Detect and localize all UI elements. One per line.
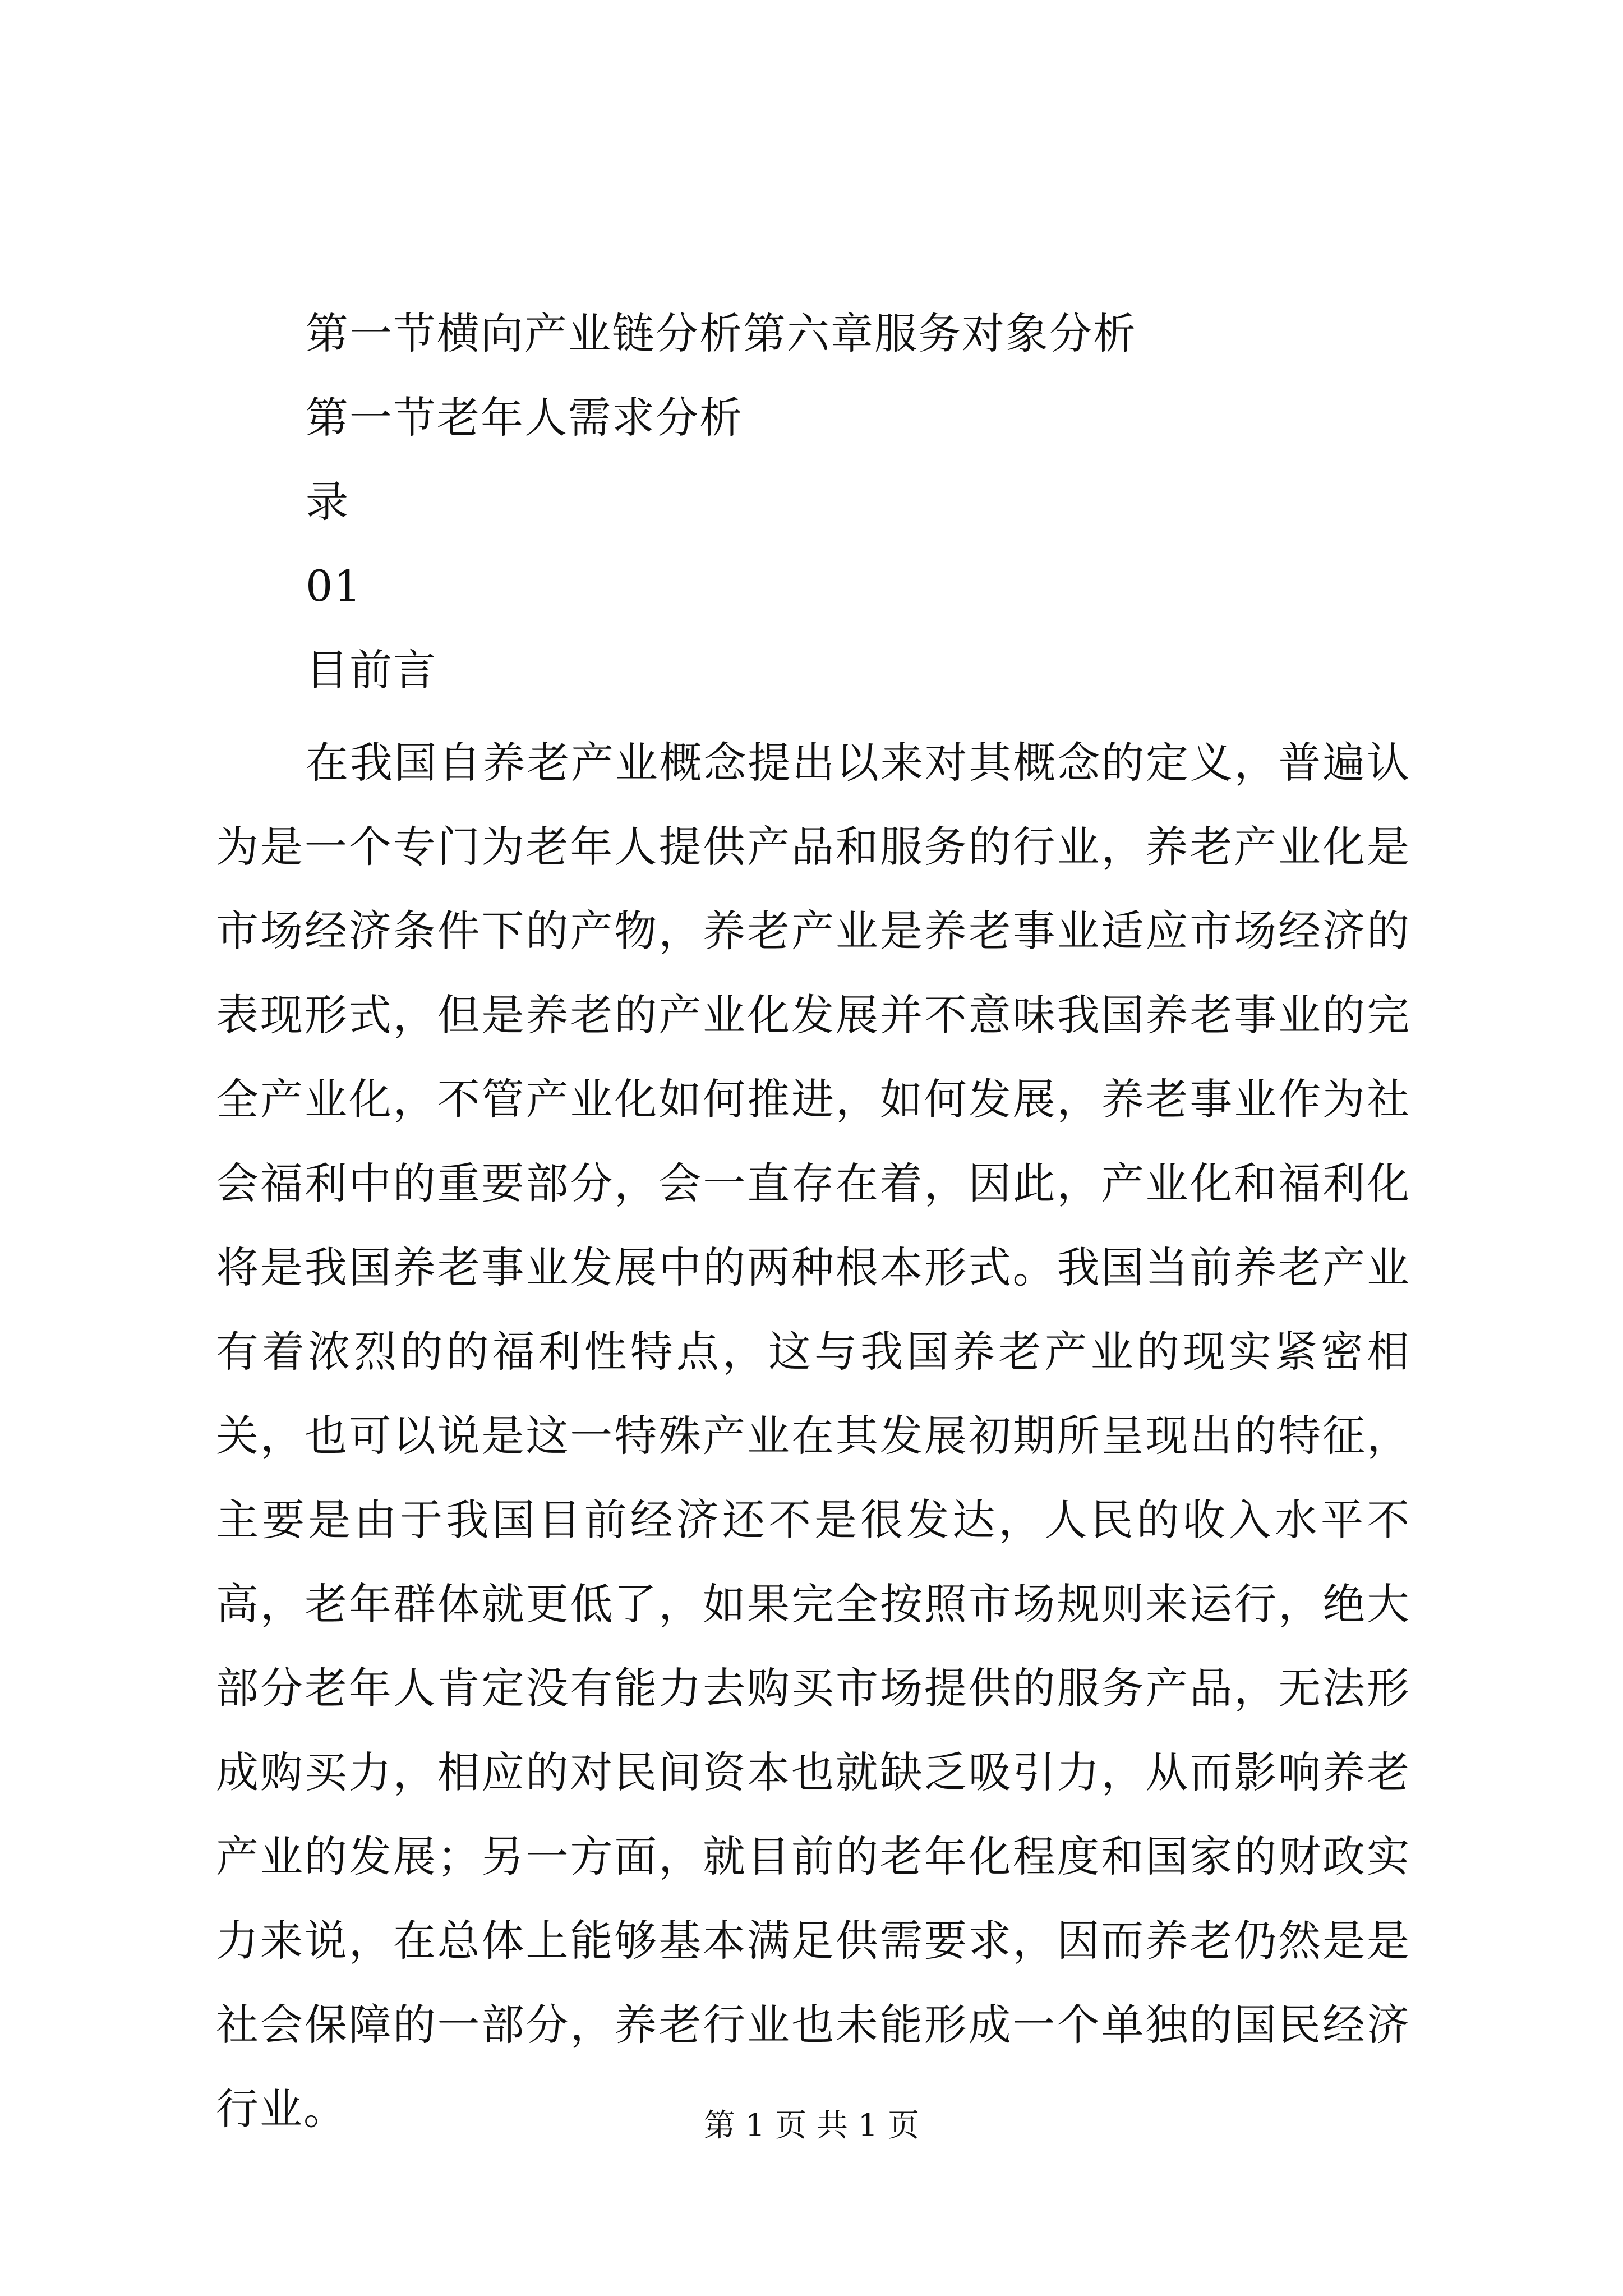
heading-line-4: 01 (306, 561, 362, 611)
heading-line-5: 目前言 (306, 645, 437, 695)
body-paragraph: 在我国自养老产业概念提出以来对其概念的定义，普遍认为是一个专门为老年人提供产品和服务的行业，养老产业化是市场经济条件下的产物，养老产业是养老事业适应市场经济的表现形式，但是养老的产业化发展并不意味我国养老事业的完全产业化，不管产业化如何推进，如何发展，养老事业作为社会福利中的重要部分，会一直存在着，因此，产业化和福利化将是我国养老事业发展中的两种根本形式。我国当前养老产业有着浓烈的的福利性特点，这与我国养老产业的现实紧密相关，也可以说是这一特殊产业在其发展初期所呈现出的特征，主要是由于我国目前经济还不是很发达，人民的收入水平不高，老年群体就更低了，如果完全按照市场规则来运行，绝大部分老年人肯定没有能力去购买市场提供的服务产品，无法形成购买力，相应的对民间资本也就缺乏吸引力，从而影响养老产业的发展；另一方面，就目前的老年化程度和国家的财政实力来说，在总体上能够基本满足供需要求，因而养老仍然是是社会保障的一部分，养老行业也未能形成一个单独的国民经济行业。 (216, 738, 1410, 2134)
heading-line-3: 录 (306, 477, 349, 527)
heading-line-2: 第一节老年人需求分析 (306, 393, 743, 443)
heading-line-1: 第一节横向产业链分析第六章服务对象分析 (306, 309, 1137, 358)
page-footer: 第 1 页 共 1 页 (703, 2108, 920, 2144)
